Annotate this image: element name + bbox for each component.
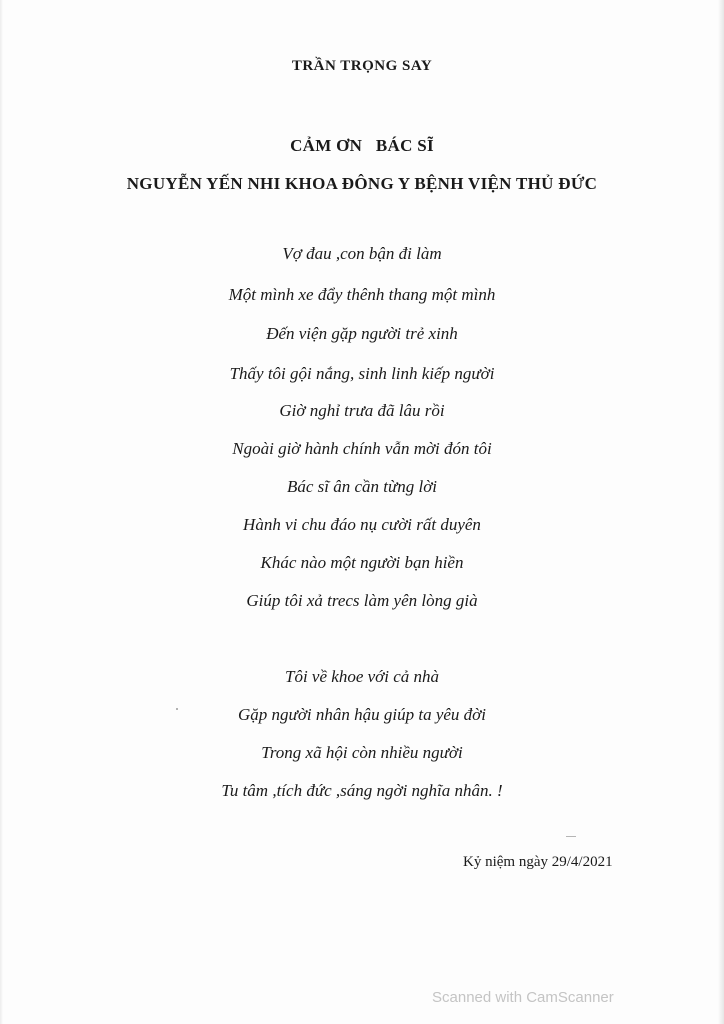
verse-line: Thấy tôi gội nắng, sinh linh kiếp người [229, 364, 495, 383]
verse-line: Một mình xe đẩy thênh thang một mình [228, 285, 496, 304]
verse-line: Tu tâm ,tích đức ,sáng ngời nghĩa nhân. ! [221, 781, 503, 800]
verse-line: Bác sĩ ân cần từng lời [286, 477, 438, 496]
verse-line: Tôi về khoe với cả nhà [285, 667, 439, 686]
poem-title-line-2: NGUYỄN YẾN NHI KHOA ĐÔNG Y BỆNH VIỆN THỦ ĐỨC [126, 174, 598, 193]
scan-speck [566, 836, 576, 837]
verse-line: Gặp người nhân hậu giúp ta yêu đời [238, 705, 486, 724]
verse-line: Hành vi chu đáo nụ cười rất duyên [243, 515, 481, 534]
author-name: TRẦN TRỌNG SAY [291, 58, 433, 74]
scan-speck [176, 708, 178, 710]
verse-line: Trong xã hội còn nhiều người [261, 743, 463, 762]
verse-line: Vợ đau ,con bận đi làm [282, 244, 442, 263]
verse-line: Ngoài giờ hành chính vẫn mời đón tôi [232, 439, 492, 458]
poem-title-line-1: CẢM ƠN BÁC SĨ [290, 136, 434, 155]
camscanner-watermark: Scanned with CamScanner [432, 989, 614, 1006]
commemoration-date: Kỷ niệm ngày 29/4/2021 [463, 854, 613, 870]
verse-line: Giúp tôi xả trecs làm yên lòng già [246, 591, 478, 610]
verse-line: Đến viện gặp người trẻ xinh [266, 324, 458, 343]
verse-line: Khác nào một người bạn hiền [260, 553, 464, 572]
verse-line: Giờ nghỉ trưa đã lâu rồi [279, 401, 445, 420]
